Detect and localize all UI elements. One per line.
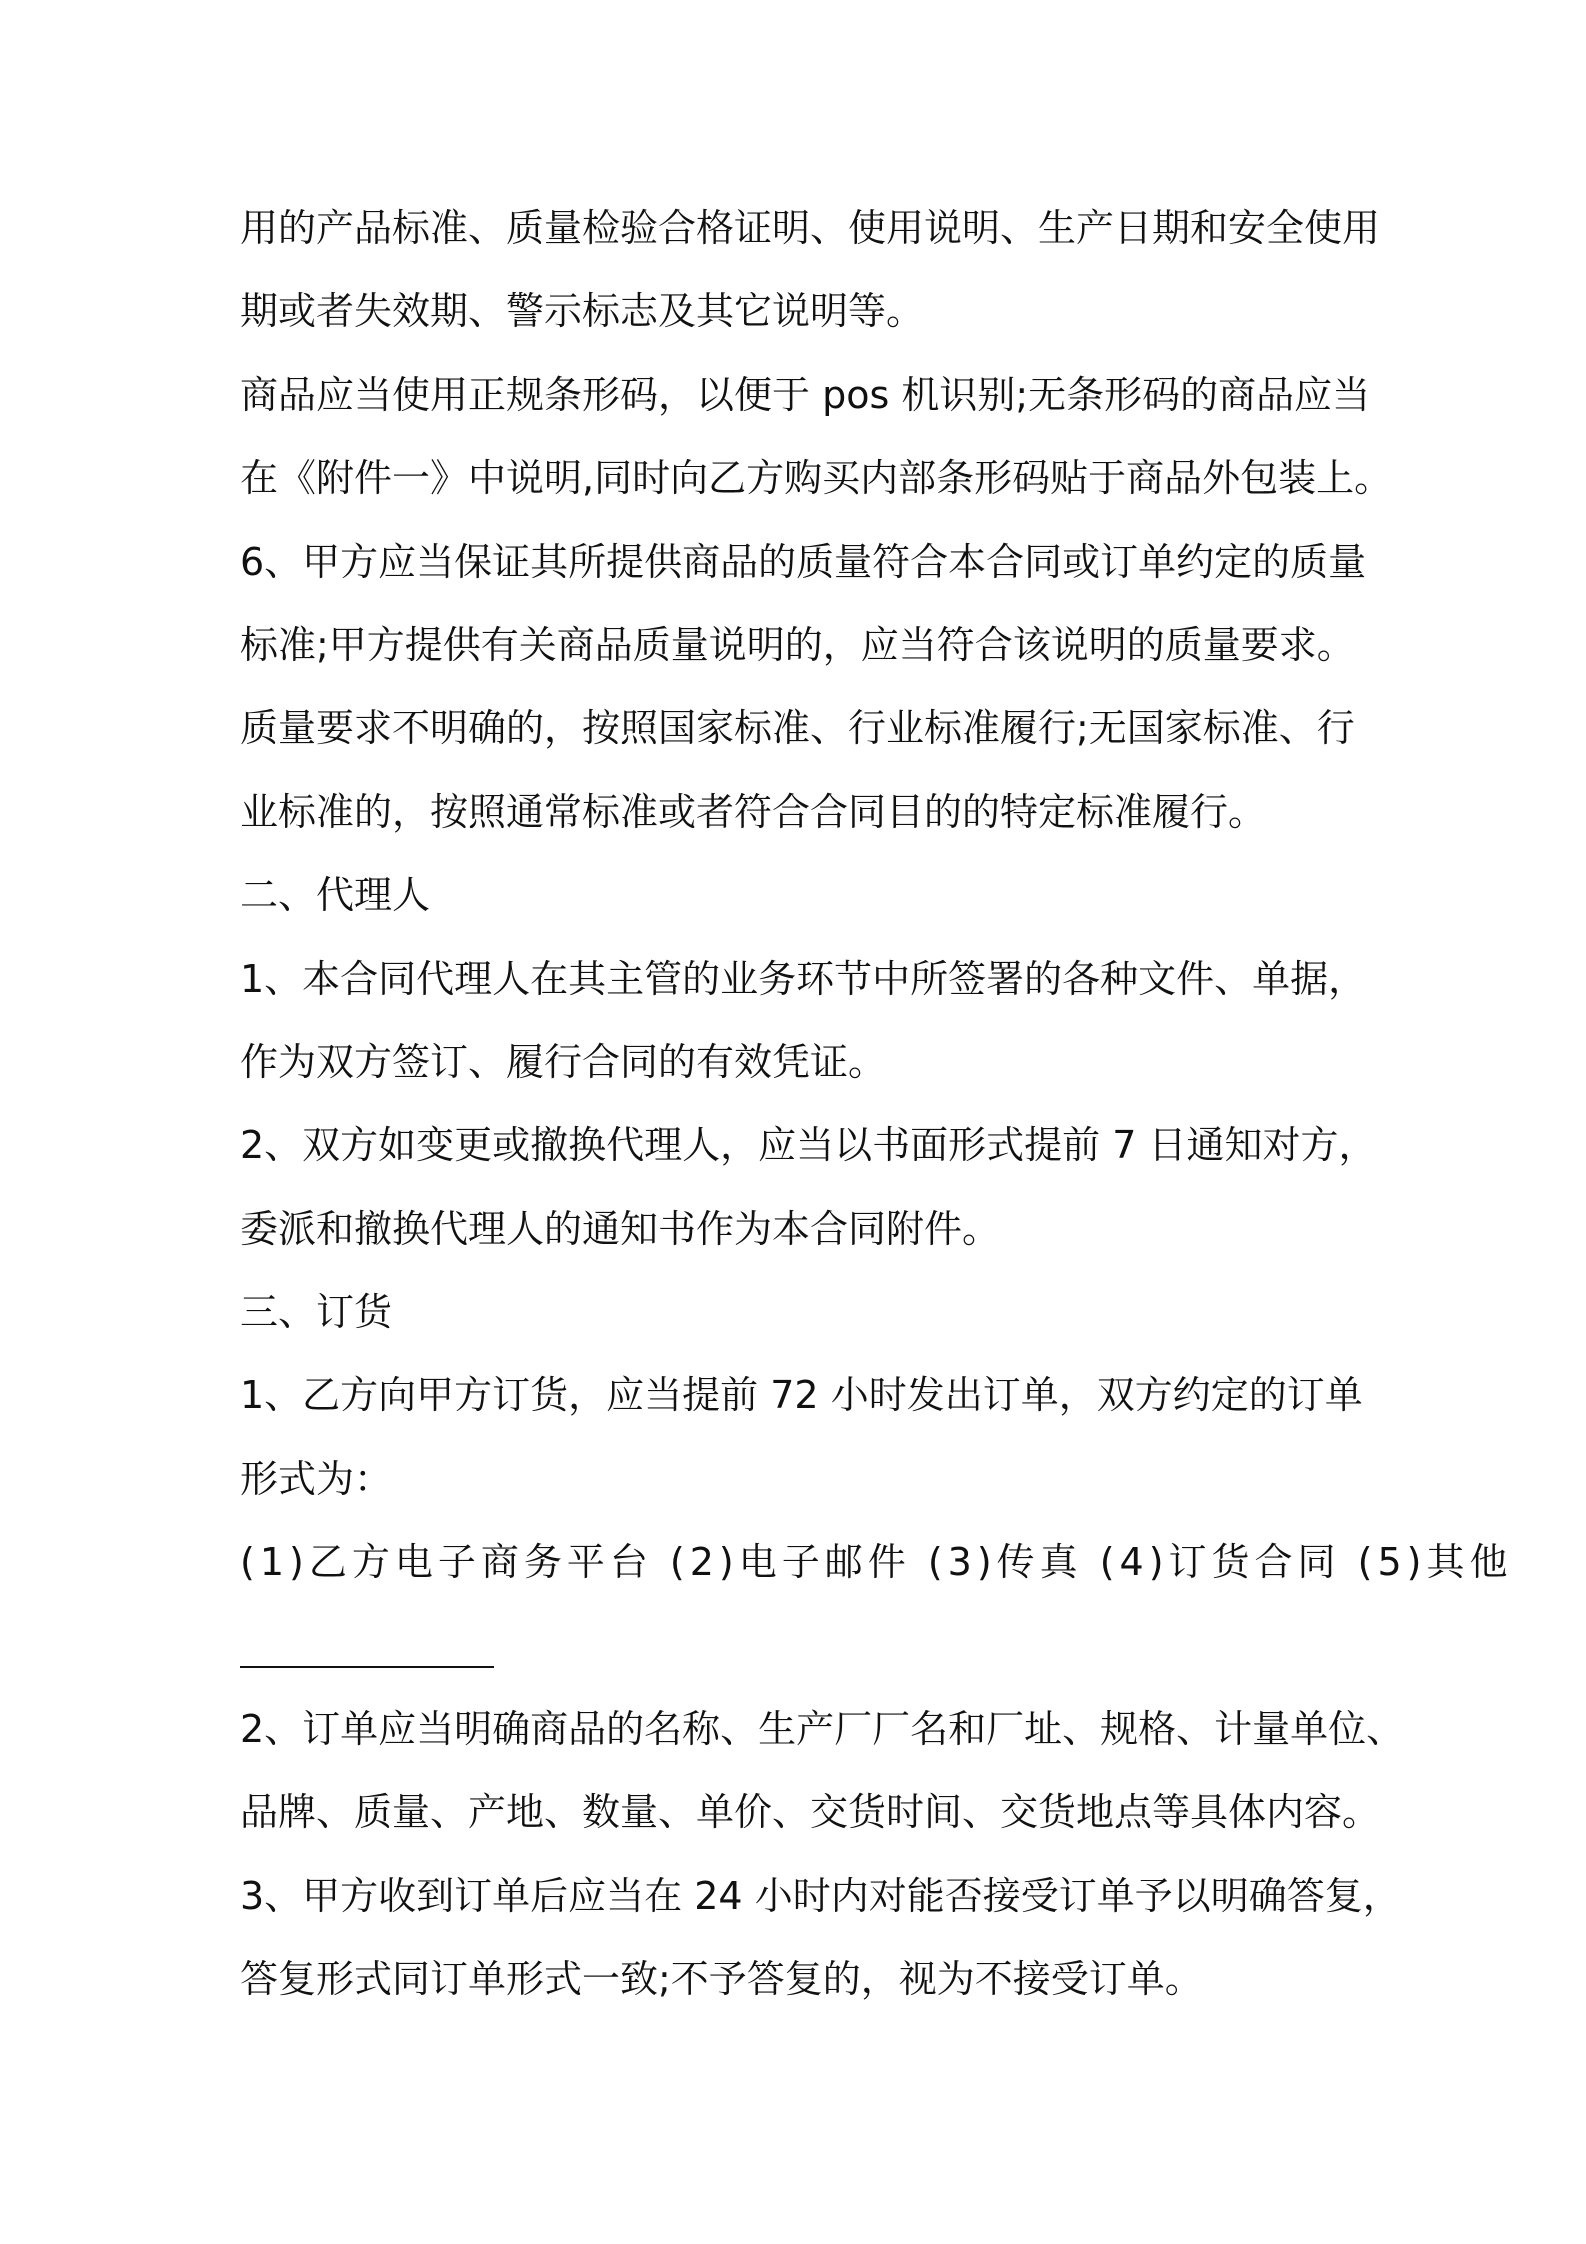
text-line: 标准;甲方提供有关商品质量说明的，应当符合该说明的质量要求。 — [240, 622, 1355, 667]
text-line: 业标准的，按照通常标准或者符合合同目的的特定标准履行。 — [240, 789, 1267, 834]
text-line: 2、双方如变更或撤换代理人，应当以书面形式提前 7 日通知对方， — [240, 1123, 1377, 1168]
text-line: 2、订单应当明确商品的名称、生产厂厂名和厂址、规格、计量单位、 — [240, 1707, 1405, 1752]
text-line: 委派和撤换代理人的通知书作为本合同附件。 — [240, 1206, 1001, 1251]
text-line: 答复形式同订单形式一致;不予答复的，视为不接受订单。 — [240, 1957, 1203, 2002]
text-line: 品牌、质量、产地、数量、单价、交货时间、交货地点等具体内容。 — [240, 1790, 1381, 1835]
order-form-options: (1)乙方电子商务平台 (2)电子邮件 (3)传真 (4)订货合同 (5)其他 — [240, 1540, 1513, 1585]
text-line: 6、甲方应当保证其所提供商品的质量符合本合同或订单约定的质量 — [240, 539, 1367, 584]
text-line: 在《附件一》中说明,同时向乙方购买内部条形码贴于商品外包装上。 — [240, 456, 1393, 501]
document-body — [240, 200, 1513, 2035]
section-heading-agent: 二、代理人 — [240, 873, 431, 918]
text-line: 1、本合同代理人在其主管的业务环节中所签署的各种文件、单据， — [240, 956, 1367, 1001]
section-heading-ordering: 三、订货 — [240, 1290, 393, 1335]
text-line: 形式为： — [240, 1456, 393, 1501]
text-line: 用的产品标准、质量检验合格证明、使用说明、生产日期和安全使用 — [240, 206, 1381, 250]
text-line: 作为双方签订、履行合同的有效凭证。 — [240, 1039, 887, 1084]
text-line: 3、甲方收到订单后应当在 24 小时内对能否接受订单予以明确答复， — [240, 1873, 1401, 1918]
fill-in-blank-line — [240, 1618, 1370, 1701]
text-line: 期或者失效期、警示标志及其它说明等。 — [240, 289, 925, 334]
fill-in-blank-underline — [240, 1666, 494, 1668]
text-line: 商品应当使用正规条形码，以便于 pos 机识别;无条形码的商品应当 — [240, 372, 1371, 417]
text-line: 1、乙方向甲方订货，应当提前 72 小时发出订单，双方约定的订单 — [240, 1373, 1363, 1418]
text-line: 质量要求不明确的，按照国家标准、行业标准履行;无国家标准、行 — [240, 706, 1355, 751]
